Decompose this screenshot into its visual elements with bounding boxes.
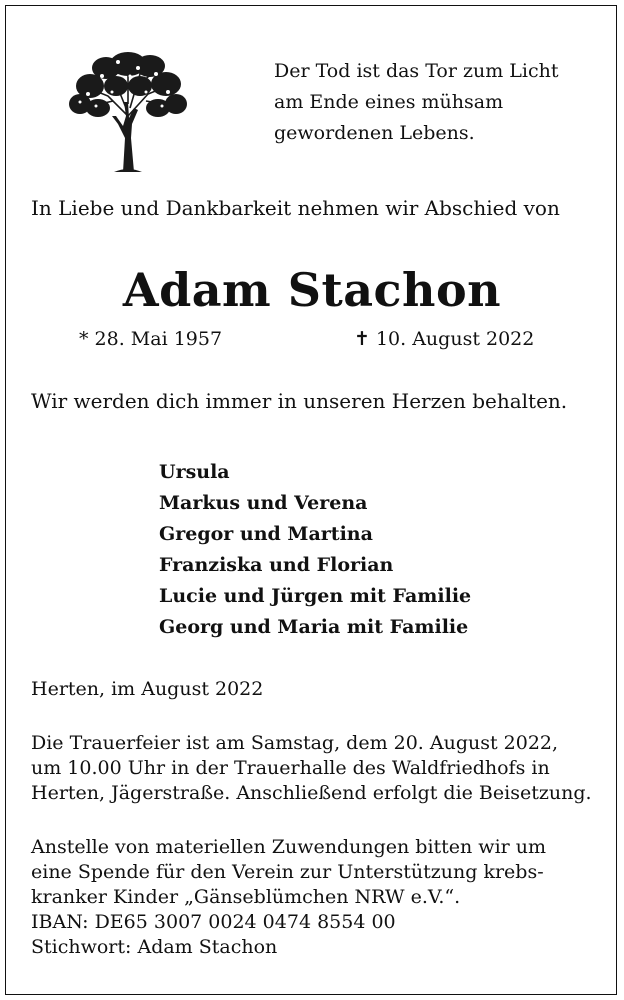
donation-line: eine Spende für den Verein zur Unterstützung krebs-	[31, 861, 544, 883]
donation-keyword: Stichwort: Adam Stachon	[31, 936, 278, 958]
family-member: Franziska und Florian	[159, 554, 394, 576]
funeral-line: Herten, Jägerstraße. Anschließend erfolgt die Beisetzung.	[31, 782, 592, 804]
donation-line: Anstelle von materiellen Zuwendungen bitten wir um	[31, 836, 547, 858]
donation-line: kranker Kinder „Gänseblümchen NRW e.V.“.	[31, 886, 461, 908]
family-member: Ursula	[159, 461, 230, 483]
farewell-text: Wir werden dich immer in unseren Herzen behalten.	[31, 389, 568, 413]
family-list	[159, 457, 471, 643]
deceased-name: Adam Stachon	[122, 263, 502, 317]
family-member: Georg und Maria mit Familie	[159, 616, 469, 638]
tree-icon	[68, 46, 188, 172]
place-date: Herten, im August 2022	[31, 678, 264, 700]
quote	[274, 56, 559, 149]
family-member: Lucie und Jürgen mit Familie	[159, 585, 472, 607]
death-date: ✝ 10. August 2022	[354, 328, 535, 350]
birth-date: * 28. Mai 1957	[79, 328, 223, 350]
quote-line: am Ende eines mühsam	[274, 91, 504, 113]
funeral-line: um 10.00 Uhr in der Trauerhalle des Waldfriedhofs in	[31, 757, 550, 779]
family-member: Markus und Verena	[159, 492, 368, 514]
obituary-notice	[5, 5, 617, 995]
quote-line: Der Tod ist das Tor zum Licht	[274, 60, 559, 82]
donation-info	[31, 835, 546, 960]
donation-iban: IBAN: DE65 3007 0024 0474 8554 00	[31, 911, 396, 933]
family-member: Gregor und Martina	[159, 523, 373, 545]
funeral-info	[31, 731, 592, 806]
quote-line: gewordenen Lebens.	[274, 122, 475, 144]
funeral-line: Die Trauerfeier ist am Samstag, dem 20. August 2022,	[31, 732, 559, 754]
intro-text: In Liebe und Dankbarkeit nehmen wir Abschied von	[31, 196, 560, 220]
